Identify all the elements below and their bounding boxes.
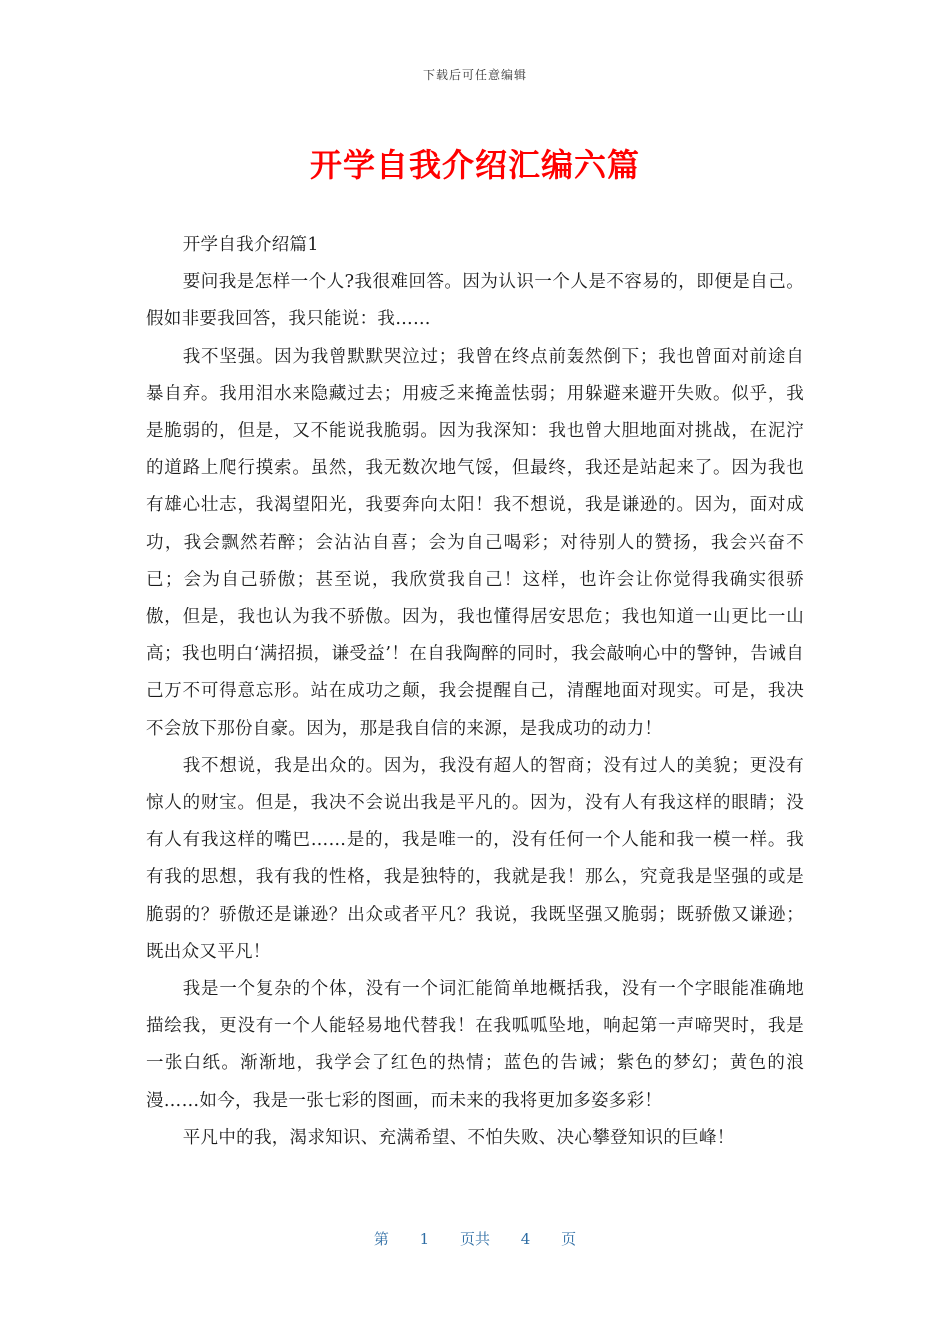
paragraph-3: 我不想说，我是出众的。因为，我没有超人的智商；没有过人的美貌；更没有惊人的财宝。但是，我决不会说出我是平凡的。因为，没有人有我这样的眼睛；没有人有我这样的嘴巴……是的，我是唯一的，没有任何一个人能和我一模一样。我有我的思想，我有我的性格，我是独特的，我就是我！那么，究竟我是坚强的或是脆弱的？骄傲还是谦逊？出众或者平凡？我说，我既坚强又脆弱；既骄傲又谦逊；既出众又平凡！ [146, 755, 804, 962]
paragraph-4: 我是一个复杂的个体，没有一个词汇能简单地概括我，没有一个字眼能准确地描绘我，更没有一个人能轻易地代替我！在我呱呱坠地，响起第一声啼哭时，我是一张白纸。渐渐地，我学会了红色的热情；蓝色的告诫；紫色的梦幻；黄色的浪漫……如今，我是一张七彩的图画，而未来的我将更加多姿多彩！ [146, 979, 804, 1111]
page-middle: 页共 [459, 1230, 490, 1248]
page-footer [0, 1228, 950, 1249]
page-total: 4 [520, 1230, 531, 1248]
paragraph-2: 我不坚强。因为我曾默默哭泣过；我曾在终点前轰然倒下；我也曾面对前途自暴自弃。我用泪水来隐藏过去；用疲乏来掩盖怯弱；用躲避来避开失败。似乎，我是脆弱的，但是，又不能说我脆弱。因为我深知：我也曾大胆地面对挑战，在泥泞的道路上爬行摸索。虽然，我无数次地气馁，但最终，我还是站起来了。因为我也有雄心壮志，我渴望阳光，我要奔向太阳！我不想说，我是谦逊的。因为，面对成功，我会飘然若醉；会沾沾自喜；会为自己喝彩；对待别人的赞扬，我会兴奋不已；会为自己骄傲；甚至说，我欣赏我自己！这样，也许会让你觉得我确实很骄傲，但是，我也认为我不骄傲。因为，我也懂得居安思危；我也知道一山更比一山高；我也明白‘满招损，谦受益’！在自我陶醉的同时，我会敲响心中的警钟，告诫自己万不可得意忘形。站在成功之颠，我会提醒自己，清醒地面对现实。可是，我决不会放下那份自豪。因为，那是我自信的来源，是我成功的动力！ [146, 346, 804, 739]
paragraph-5: 平凡中的我，渴求知识、充满希望、不怕失败、决心攀登知识的巨峰！ [182, 1127, 735, 1148]
page-current: 1 [419, 1230, 430, 1248]
document-body [146, 227, 804, 1157]
paragraph-1: 要问我是怎样一个人?我很难回答。因为认识一个人是不容易的，即便是自己。假如非要我回答，我只能说：我…… [146, 272, 804, 330]
page-prefix: 第 [373, 1230, 389, 1248]
header-note: 下载后可任意编辑 [422, 68, 527, 82]
document-title: 开学自我介绍汇编六篇 [309, 146, 640, 184]
section-heading: 开学自我介绍篇1 [182, 235, 319, 255]
page-suffix: 页 [561, 1230, 577, 1248]
